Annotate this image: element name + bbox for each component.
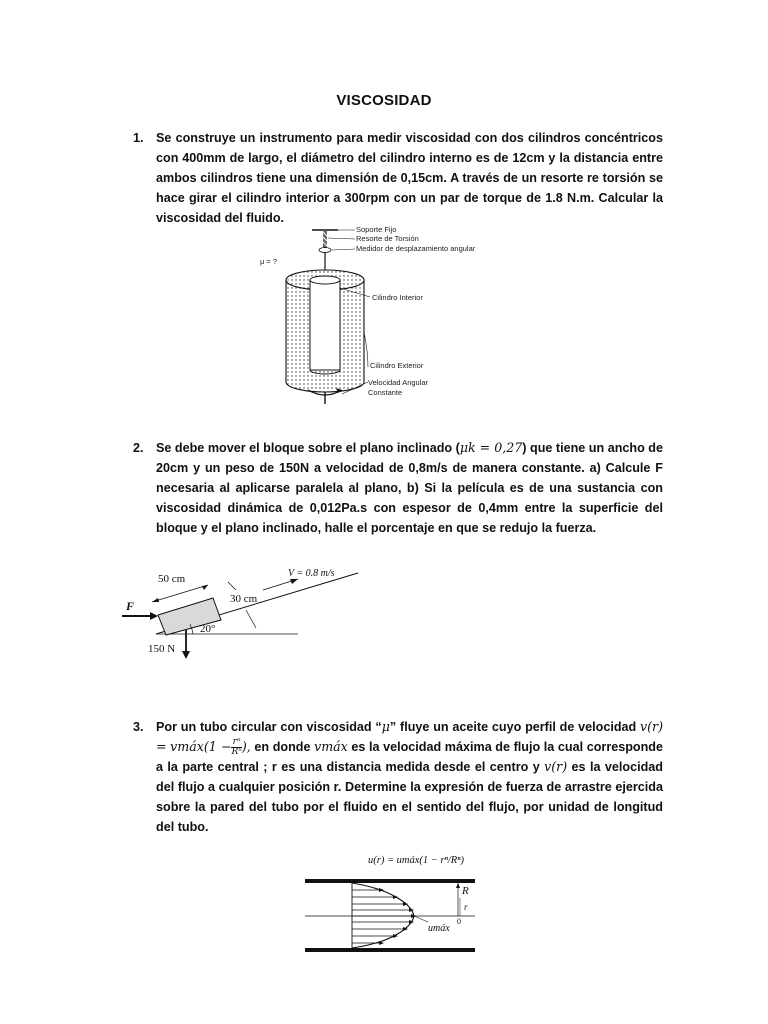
text-segment: ) que tiene un ancho de 20cm y un peso de 150N a velocidad de 0,8m/s de manera constante. a) Calcule F necesaria al aplicarse paralela al plano, b) Si la película es de una sustancia con viscosidad dinámica de 0,012Pa.s con espesor de 0,4mm entre la superficie del bloque y el plano inclinado, halle el porcentaje en que se redujo la fuerza. bbox=[156, 441, 664, 535]
velocity-profile bbox=[352, 883, 414, 948]
text-segment: Por un tubo circular con viscosidad “ bbox=[156, 720, 382, 734]
problem-number: 3. bbox=[133, 720, 144, 734]
radius-label-r: r bbox=[464, 902, 468, 912]
weight-label: 150 N bbox=[148, 643, 176, 655]
origin-label: 0 bbox=[457, 917, 461, 926]
velocity-label: V = 0.8 m/s bbox=[288, 568, 335, 579]
height-label: 30 cm bbox=[230, 593, 258, 605]
profile-formula: u(r) = umáx(1 − rⁿ/Rⁿ) bbox=[368, 855, 465, 866]
pipe-wall-bottom bbox=[305, 948, 475, 952]
meter-label: Medidor de desplazamiento angular bbox=[356, 244, 476, 253]
problem-2 bbox=[133, 438, 663, 538]
inclined-plane-figure bbox=[118, 560, 368, 660]
angle-label: 20° bbox=[200, 623, 216, 635]
inner-cylinder-label: Cilindro Interior bbox=[372, 293, 423, 302]
problem-text: Se construye un instrumento para medir viscosidad con dos cilindros concéntricos con 400mm de largo, el diámetro del cilindro interno es de 12cm y la distancia entre ambos cilindros tiene una dimensión de 0,15cm. A través de un resorte re torsión se hace girar el cilindro interior a 300rpm con un par de torque de 1.8 N.m. Calcular la viscosidad del fluido. bbox=[156, 131, 663, 225]
force-label: F bbox=[126, 599, 135, 613]
support-label: Soporte Fijo bbox=[356, 225, 397, 234]
viscometer-figure bbox=[250, 222, 510, 407]
length-label: 50 cm bbox=[158, 573, 186, 585]
page-title: VISCOSIDAD bbox=[336, 92, 432, 109]
text-segment: es la velocidad máxima de flujo la cual corresponde a la parte central ; r es una distancia medida desde el centro y bbox=[156, 740, 663, 775]
problem-3 bbox=[133, 717, 663, 837]
text-segment: Se debe mover el bloque sobre el plano inclinado ( bbox=[156, 441, 460, 455]
max-velocity-symbol: vmáx bbox=[314, 739, 348, 754]
spring-label: Resorte de Torsión bbox=[356, 234, 419, 243]
outer-cylinder-label: Cilindro Exterior bbox=[370, 361, 424, 370]
angular-meter bbox=[319, 248, 331, 253]
velocity-label-2: Constante bbox=[368, 388, 403, 397]
fraction-numerator: rⁿ bbox=[232, 737, 241, 748]
math-close: ), bbox=[241, 739, 251, 754]
text-segment: ” fluye un aceite cuyo perfil de velocidad bbox=[389, 720, 641, 734]
mu-label: μ = ? bbox=[260, 257, 278, 266]
max-velocity-label: umáx bbox=[428, 923, 450, 934]
velocity-function: v(r) bbox=[544, 759, 568, 775]
problem-text bbox=[156, 717, 663, 837]
text-segment: en donde bbox=[250, 740, 315, 754]
problem-text bbox=[156, 438, 663, 538]
torsion-spring bbox=[323, 230, 327, 248]
friction-coefficient: μk = 0,27 bbox=[459, 440, 523, 455]
pipe-flow-figure bbox=[300, 848, 480, 963]
radius-fraction bbox=[231, 738, 241, 757]
velocity-function: v(r) = bbox=[156, 719, 663, 754]
pipe-wall-top bbox=[305, 879, 475, 883]
fraction-denominator: Rⁿ bbox=[231, 747, 242, 758]
problem-1 bbox=[133, 128, 663, 228]
radius-label-R: R bbox=[462, 885, 469, 897]
max-velocity-term: vmáx(1 − bbox=[170, 739, 232, 754]
text-segment: es la velocidad del flujo a cualquier posición r. Determine la expresión de fuerza de arrastre ejercida sobre la pared del tubo por el fluido en el sentido del flujo, por unidad de longitud del tubo. bbox=[156, 760, 663, 835]
viscosity-symbol: μ bbox=[381, 719, 390, 734]
velocity-arrows bbox=[352, 890, 414, 943]
problem-number: 1. bbox=[133, 131, 144, 145]
inner-cylinder bbox=[310, 276, 340, 374]
problem-number: 2. bbox=[133, 441, 144, 455]
velocity-label-1: Velocidad Angular bbox=[368, 378, 429, 387]
